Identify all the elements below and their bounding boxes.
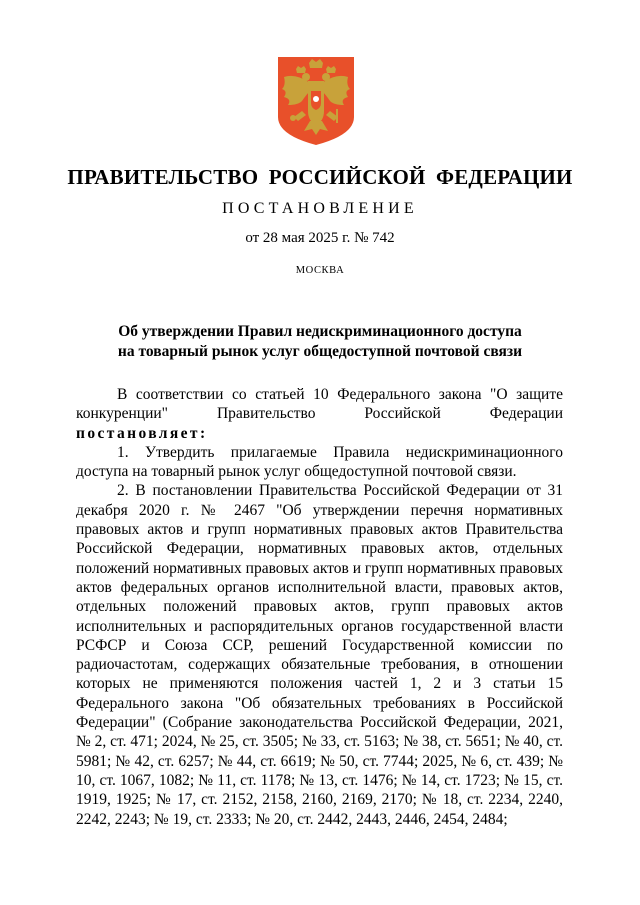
- document-type: ПОСТАНОВЛЕНИЕ: [222, 200, 418, 217]
- clause-1-paragraph: 1. Утвердить прилагаемые Правила недискриминационного доступа на товарный рынок услуг общедоступной почтовой связи.: [76, 443, 563, 481]
- subject-line-2: на товарный рынок услуг общедоступной почтовой связи: [117, 343, 523, 360]
- preamble-paragraph: [76, 385, 563, 443]
- government-title: ПРАВИТЕЛЬСТВО РОССИЙСКОЙ ФЕДЕРАЦИИ: [67, 165, 573, 189]
- document-date-number: от 28 мая 2025 г. № 742: [245, 230, 395, 246]
- preamble-text: В соответствии со статьей 10 Федерального закона "О защите конкуренции" Правительство Российской Федерации: [76, 386, 563, 423]
- document-body: [76, 385, 563, 829]
- document-subject: [0, 322, 640, 362]
- russian-coat-of-arms-icon: [276, 55, 356, 147]
- document-city: МОСКВА: [295, 265, 345, 276]
- clause-2-paragraph: 2. В постановлении Правительства Российской Федерации от 31 декабря 2020 г. № 2467 "Об утверждении перечня нормативных правовых актов и групп нормативных правовых актов Правительства Российской Федерации, нормативных правовых актов, отдельных положений нормативных правовых актов и групп нормативных правовых актов федеральных органов исполнительной власти, правовых актов, отдельных положений правовых актов, групп правовых актов исполнительных и распорядительных органов государственной власти РСФСР и Союза ССР, решений Государственной комиссии по радиочастотам, содержащих обязательные требования, в отношении которых не применяются положения частей 1, 2 и 3 статьи 15 Федерального закона "Об обязательных требованиях в Российской Федерации" (Собрание законодательства Российской Федерации, 2021, № 2, ст. 471; 2024, № 25, ст. 3505; № 33, ст. 5163; № 38, ст. 5651; № 40, ст. 5981; № 42, ст. 6257; № 44, ст. 6619; № 50, ст. 7744; 2025, № 6, ст. 439; № 10, ст. 1067, 1082; № 11, ст. 1178; № 13, ст. 1476; № 14, ст. 1723; № 15, ст. 1919, 1925; № 17, ст. 2152, 2158, 2160, 2169, 2170; № 18, ст. 2234, 2240, 2242, 2243; № 19, ст. 2333; № 20, ст. 2442, 2443, 2446, 2454, 2484;: [76, 482, 563, 828]
- subject-line-1: Об утверждении Правил недискриминационного доступа: [118, 323, 522, 340]
- decree-word: постановляет:: [76, 424, 208, 442]
